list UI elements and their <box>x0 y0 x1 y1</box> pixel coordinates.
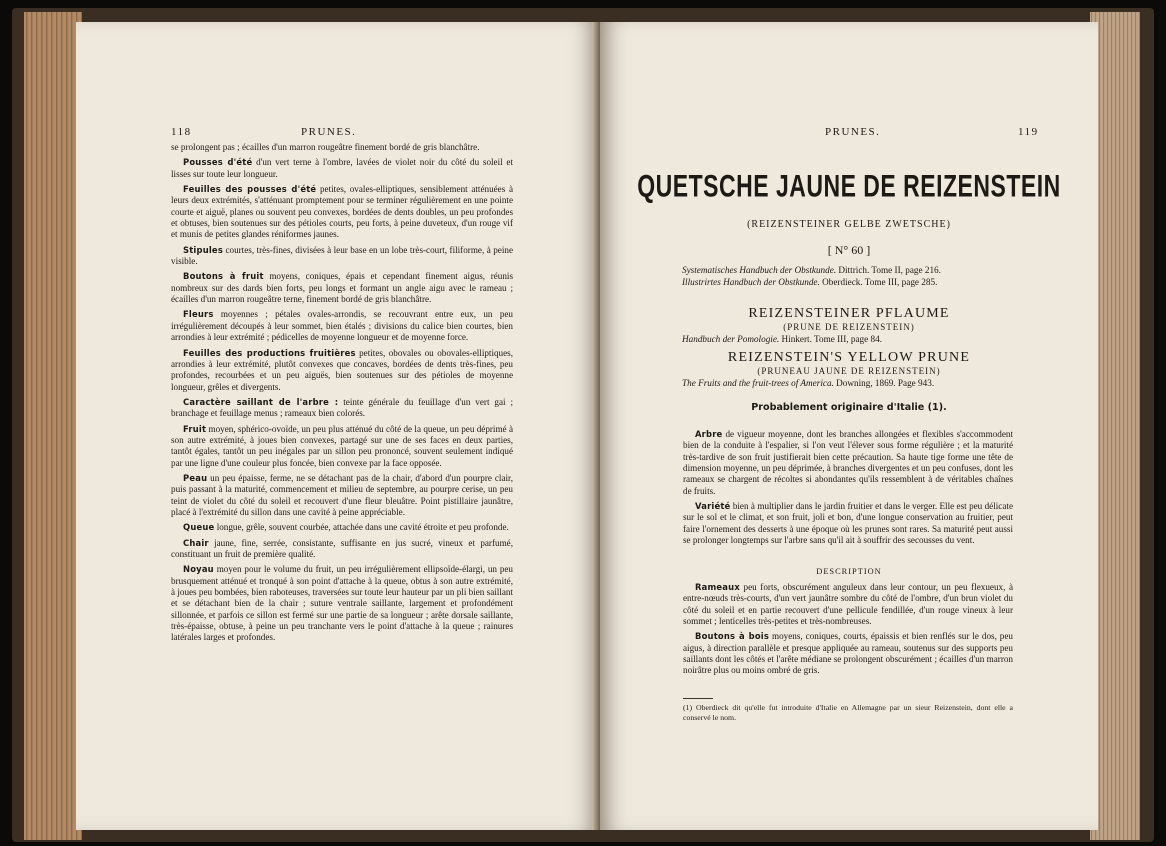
left-page-number: 118 <box>171 126 192 138</box>
variety-subtitle: (REIZENSTEINER GELBE ZWETSCHE) <box>747 219 951 230</box>
right-page <box>600 22 1098 830</box>
paragraph <box>171 564 513 643</box>
paragraph-term: Feuilles des productions fruitières <box>183 347 356 358</box>
paragraph-term: Queue <box>183 522 215 533</box>
reference-work: Illustrirtes Handbuch der Obstkunde. <box>682 277 820 287</box>
footnote: (1) Oberdieck dit qu'elle fut introduite d'Italie en Allemagne par un sieur Reizenstein, dont elle a conservé le nom. <box>683 703 1013 722</box>
reference-detail: Hinkert. Tome III, page 84. <box>779 334 882 344</box>
paragraph <box>171 142 513 153</box>
variety-title: QUETSCHE JAUNE DE REIZENSTEIN <box>637 168 1061 204</box>
synonym-1-heading: REIZENSTEINER PFLAUME <box>748 306 950 321</box>
paragraph <box>683 429 1013 497</box>
references-group-1 <box>682 264 1082 288</box>
synonym-2-heading: REIZENSTEIN'S YELLOW PRUNE <box>727 350 971 365</box>
description-heading: DESCRIPTION <box>816 567 882 576</box>
paragraph-text: petites, ovales-elliptiques, sensiblement atténuées à leurs deux extrémités, s'atténuant promptement pour se terminer régulièrement en une pointe courte et aiguë, planes ou souvent peu convexes, bordées de dents doubles, un peu profondes et obtuses, bien soutenues sur des pétioles courts, peu forts, à peine duveteux, d'un rouge vif et munis de petites glandes réniformes jaunes. <box>171 184 513 240</box>
paragraph-term: Chair <box>183 537 209 548</box>
paragraph <box>171 245 513 268</box>
left-page-body <box>171 142 513 648</box>
paragraph-term: Feuilles des pousses d'été <box>183 184 317 195</box>
paragraph-term: Noyau <box>183 564 214 575</box>
variety-number: [ N° 60 ] <box>827 243 871 257</box>
right-running-head: PRUNES. <box>825 126 881 138</box>
reference-work: Systematisches Handbuch der Obstkunde. <box>682 265 837 275</box>
paragraph-term: Boutons à bois <box>695 631 770 642</box>
paragraph-text: un peu épaisse, ferme, ne se détachant pas de la chair, d'abord d'un pourpre clair, puis passant à la maturité, commencement et milieu de septembre, au pourpre cerise, un peu teint de violet du côté du soleil et recouvert d'une fleur bleuâtre. Point pistillaire jaunâtre, placé à l'extrémité du sillon dans une cavité à peine appréciable. <box>171 472 513 517</box>
paragraph-term: Boutons à fruit <box>183 271 264 282</box>
reference-detail: Downing, 1869. Page 943. <box>833 378 935 388</box>
paragraph <box>171 473 513 518</box>
paragraph-text: moyen pour le volume du fruit, un peu irrégulièrement ellipsoïde-élargi, un peu brusquement atténué et tronqué à son point d'attache à la queue, obtus à son autre extrémité, à joues peu bombées, bien raboteuses, traversées sur toute leur hauteur par un pli bien saillant et se détachant bien de la chair ; suture ventrale saillante, largement et profondément sillonnée, et parfois ce sillon est fermé sur une partie de sa longueur ; arête dorsale saillante, très-épaisse, obtuse, à peine un peu tranchante vers le point d'attache à la queue ; rainures latérales larges et profondes. <box>171 564 513 643</box>
references-group-3 <box>682 377 1082 389</box>
right-page-body-2 <box>683 582 1013 681</box>
origin-line: Probablement originaire d'Italie (1). <box>751 402 947 413</box>
reference-line <box>682 276 1082 288</box>
reference-work: The Fruits and the fruit-trees of America. <box>682 378 834 388</box>
paragraph <box>171 184 513 241</box>
paragraph <box>171 424 513 469</box>
left-running-head: PRUNES. <box>301 126 357 138</box>
paragraph-text: jaune, fine, serrée, consistante, suffisante en jus sucré, vineux et parfumé, constituant un fruit de première qualité. <box>171 537 513 559</box>
paragraph <box>683 501 1013 546</box>
paragraph-text: d'un vert terne à l'ombre, lavées de violet noir du côté du soleil et lisses sur toute leur longueur. <box>171 157 513 179</box>
paragraph-text: petites, obovales ou obovales-elliptiques, arrondies à leur extrémité, plutôt convexes que concaves, bordées de dents très-fines, peu profondes, recourbées et un peu aiguës, bien soutenues sur des pétioles de moyenne longueur, grêles et divergents. <box>171 347 513 392</box>
reference-line <box>682 377 1082 389</box>
paragraph-text: peu forts, obscurément anguleux dans leur contour, un peu flexueux, à entre-nœuds très-courts, d'un vert jaunâtre sombre du côté de l'ombre, d'un brun violet du côté du soleil et en partie recouvert d'une pellicule fendillée, d'un rouge vineux à leur sommet ; lenticelles très-petites et très-nombreuses. <box>683 582 1013 627</box>
reference-detail: Dittrich. Tome II, page 216. <box>836 265 941 275</box>
paragraph-text: longue, grêle, souvent courbée, attachée dans une cavité étroite et peu profonde. <box>214 522 509 533</box>
synonym-2-translation: (PRUNEAU JAUNE DE REIZENSTEIN) <box>757 366 941 376</box>
paragraph-term: Pousses d'été <box>183 157 253 168</box>
paragraph <box>171 157 513 180</box>
footnote-rule <box>683 698 713 699</box>
paragraph-term: Stipules <box>183 244 223 255</box>
paragraph <box>171 271 513 305</box>
paragraph-term: Caractère saillant de l'arbre : <box>183 396 339 407</box>
references-group-2 <box>682 333 1082 345</box>
paragraph <box>171 348 513 393</box>
paragraph-text: de vigueur moyenne, dont les branches allongées et flexibles s'accommodent bien de la conduite à l'espalier, si l'on veut l'élever sous forme régulière ; et la maturité très-tardive de son fruit justifierait bien cette précaution. Sa haute tige forme une tête de dimension moyenne, un peu déprimée, à branches divergentes et un peu confuses, dont les rameaux se chargent de récoltes si abondantes qu'ils ressemblent à de véritables chaînes de fruits. <box>683 429 1013 496</box>
page-edges-left <box>24 12 82 840</box>
paragraph <box>171 538 513 561</box>
paragraph <box>171 309 513 343</box>
paragraph <box>171 397 513 420</box>
right-page-body-1 <box>683 429 1013 550</box>
paragraph-term: Rameaux <box>695 582 740 592</box>
paragraph-text: teinte générale du feuillage d'un vert gai ; branchage et feuillage menus ; rameaux bien colorés. <box>171 396 513 419</box>
paragraph-term: Arbre <box>695 429 723 439</box>
paragraph-text: courtes, très-fines, divisées à leur base en un lobe très-court, filiforme, à peine visible. <box>171 244 513 267</box>
paragraph-text: moyennes ; pétales ovales-arrondis, se recouvrant entre eux, un peu irrégulièrement découpés à leur sommet, bien étalés ; divisions du calice bien courtes, bien arrondies à leur extrémité ; pédicelles de moyenne longueur et de moyenne force. <box>171 309 513 343</box>
synonym-1-translation: (PRUNE DE REIZENSTEIN) <box>783 322 915 332</box>
paragraph-text: bien à multiplier dans le jardin fruitier et dans le verger. Elle est peu délicate sur le sol et le climat, et son fruit, joli et bon, d'une longue conservation au fruitier, peut faire l'ornement des desserts à une époque où les prunes sont rares. Sa maturité peut aussi se prolonger longtemps sur l'arbre sans qu'il ait à souffrir des secousses du vent. <box>683 501 1013 546</box>
left-page <box>76 22 598 830</box>
reference-line <box>682 264 1082 276</box>
paragraph-term: Fleurs <box>183 309 214 320</box>
paragraph-text: moyens, coniques, épais et cependant finement aigus, réunis nombreux sur des dards bien forts, peu longs et formant un angle aigu avec le rameau ; écailles d'un marron rougeâtre terne, finement bordé de gris blanchâtre. <box>171 271 513 305</box>
paragraph-text: se prolongent pas ; écailles d'un marron rougeâtre finement bordé de gris blanchâtre. <box>171 142 480 152</box>
paragraph-text: moyen, sphérico-ovoïde, un peu plus atténué du côté de la queue, un peu déprimé à son autre extrémité, à joues bien convexes, partagé sur une de ses faces en deux parties, tantôt égales, tantôt un peu inégales par un sillon peu prononcé, souvent seulement indiqué par une ligne d'une couleur plus foncée, bien convexe par la face opposée. <box>171 423 513 468</box>
paragraph-text: moyens, coniques, courts, épaissis et bien renflés sur le dos, peu aigus, à direction parallèle et presque appliquée au rameau, soutenus sur des supports peu saillants dont les côtés et l'arête médiane se prolongent obscurément ; écailles d'un marron noirâtre plus ou moins ombré de gris. <box>683 631 1013 676</box>
paragraph-term: Peau <box>183 472 208 483</box>
reference-detail: Oberdieck. Tome III, page 285. <box>819 277 938 287</box>
paragraph-term: Variété <box>695 501 731 512</box>
reference-line <box>682 333 1082 345</box>
reference-work: Handbuch der Pomologie. <box>682 334 780 344</box>
paragraph <box>683 582 1013 627</box>
paragraph <box>171 522 513 533</box>
paragraph <box>683 631 1013 676</box>
paragraph-term: Fruit <box>183 423 207 434</box>
right-page-number: 119 <box>1018 126 1039 138</box>
